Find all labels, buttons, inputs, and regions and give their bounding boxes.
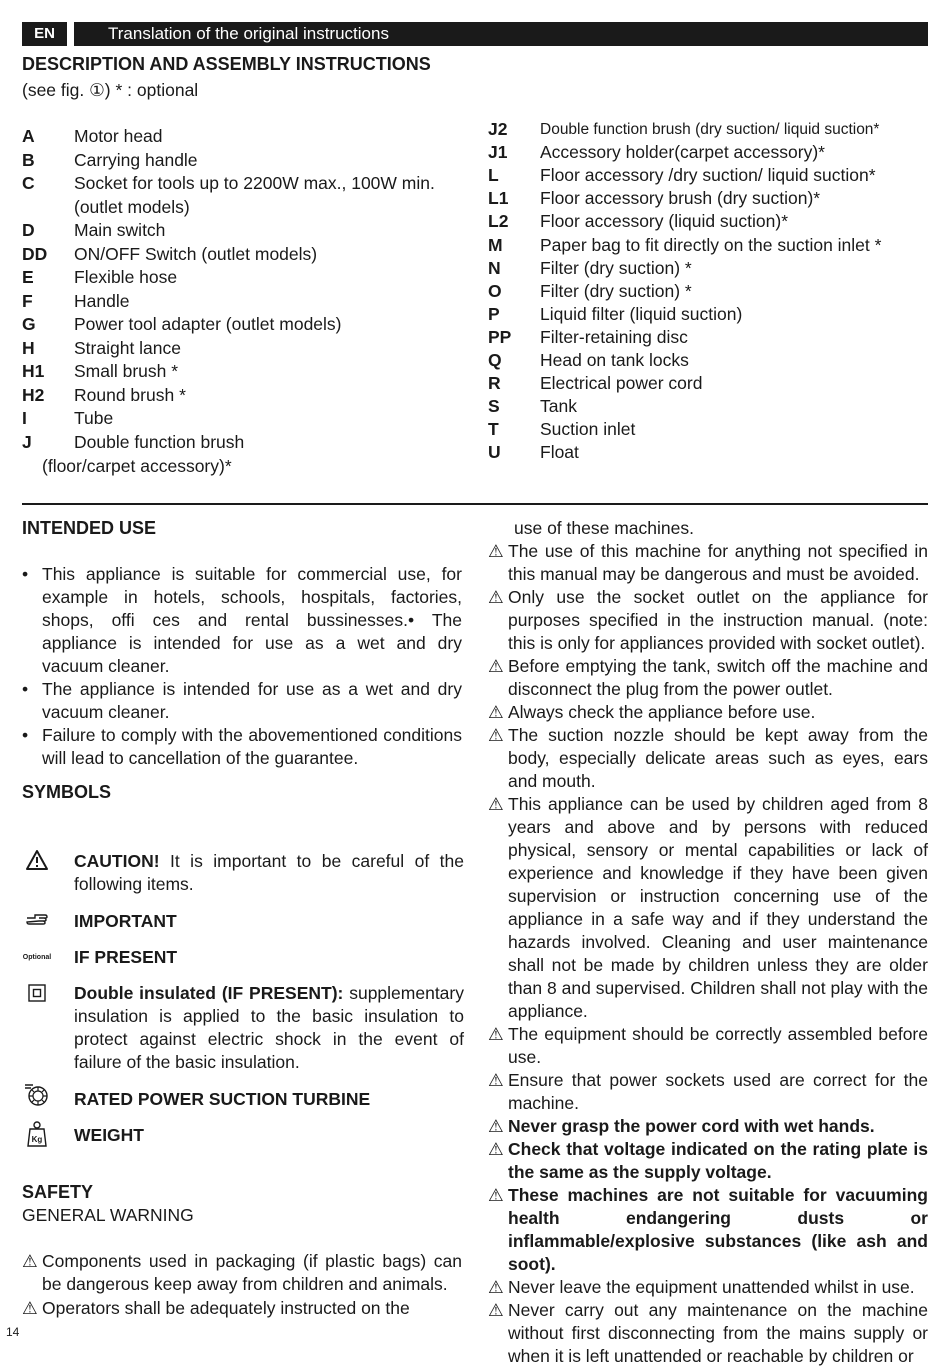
component-key: H1 xyxy=(22,361,45,381)
warning-triangle-icon: ⚠ xyxy=(22,1298,38,1318)
component-desc: Small brush * xyxy=(74,361,179,381)
component-key: D xyxy=(22,220,35,240)
warning-triangle-icon: ⚠ xyxy=(488,702,504,722)
component-key: L xyxy=(488,165,499,186)
safety-title: SAFETY xyxy=(22,1182,94,1202)
component-desc: Filter-retaining disc xyxy=(540,326,688,347)
component-desc: Tank xyxy=(540,396,577,417)
safety-warning: ⚠ Never leave the equipment unattended whilst in use. xyxy=(488,1277,915,1297)
component-desc: Floor accessory /dry suction/ liquid suction* xyxy=(540,165,876,186)
component-key: L2 xyxy=(488,211,509,232)
list-item: • This appliance is suitable for commercial use, for example in hotels, schools, hospitals, factories, shops, offi ces and rental bussinesses.• The appliance is intended for use as a wet and dry vacuum cleaner. xyxy=(22,563,462,678)
section-divider xyxy=(22,503,928,505)
double-insulation-icon xyxy=(22,984,52,1008)
component-key: U xyxy=(488,442,501,463)
safety-warnings-right xyxy=(488,540,928,1368)
component-desc: Handle xyxy=(74,290,130,311)
description-title: DESCRIPTION AND ASSEMBLY INSTRUCTIONS xyxy=(22,54,431,74)
intended-use-title: INTENDED USE xyxy=(22,518,157,538)
page-number: 14 xyxy=(6,1325,20,1339)
component-key: PP xyxy=(488,326,512,347)
double-insulated-label: Double insulated (IF PRESENT): xyxy=(74,983,344,1003)
component-desc: Accessory holder(carpet accessory)* xyxy=(540,142,825,163)
component-key: I xyxy=(22,408,27,428)
component-list-right xyxy=(488,118,928,468)
safety-subtitle: GENERAL WARNING xyxy=(22,1205,194,1225)
symbols-title: SYMBOLS xyxy=(22,782,112,802)
safety-continuation: use of these machines. xyxy=(514,518,694,538)
caution-symbol-text xyxy=(74,850,464,896)
component-desc: Power tool adapter (outlet models) xyxy=(74,314,342,334)
header-title: Translation of the original instructions xyxy=(74,22,928,46)
component-desc: ON/OFF Switch (outlet models) xyxy=(74,243,318,264)
component-desc: Socket for tools up to 2200W max., 100W min. xyxy=(74,173,435,193)
warning-triangle-icon: ⚠ xyxy=(488,587,504,607)
component-key: G xyxy=(22,314,36,334)
component-desc: Paper bag to fit directly on the suction inlet * xyxy=(540,234,882,255)
safety-warning: ⚠ Never carry out any maintenance on the machine without first disconnecting from the mains supply or when it is left unattended or reachable by children or xyxy=(488,1300,928,1366)
component-desc: Filter (dry suction) * xyxy=(540,280,692,301)
component-desc: Main switch xyxy=(74,220,166,240)
pointing-hand-icon xyxy=(22,910,52,934)
warning-triangle-icon: ⚠ xyxy=(488,1070,504,1090)
double-insulated-desc: supplementary insulation is applied to the basic insulation to protect against electric shock in the event of failure of the basic insulation. xyxy=(74,983,464,1072)
component-key: H2 xyxy=(22,384,45,405)
component-key: F xyxy=(22,290,33,311)
safety-warning-left-1: ⚠ Operators shall be adequately instructed on the xyxy=(22,1298,410,1318)
component-desc: Straight lance xyxy=(74,337,182,358)
component-desc: Motor head xyxy=(74,126,163,146)
safety-warning: ⚠ The use of this machine for anything not specified in this manual may be dangerous and must be avoided. xyxy=(488,541,928,584)
component-desc: Flexible hose xyxy=(74,267,178,287)
warning-triangle-icon: ⚠ xyxy=(488,656,504,676)
component-key: DD xyxy=(22,243,48,264)
warning-triangle-icon xyxy=(22,849,52,877)
safety-warning: ⚠ Never grasp the power cord with wet hands. xyxy=(488,1116,875,1136)
description-subtitle: (see fig. ①) * : optional xyxy=(22,80,199,100)
component-desc: Float xyxy=(540,442,579,463)
safety-warning: ⚠ These machines are not suitable for vacuuming health endangering dusts or inflammable/explosive substances (like ash and soot). xyxy=(488,1185,928,1274)
weight-label: WEIGHT xyxy=(74,1125,144,1145)
safety-warning-left-0: ⚠ Components used in packaging (if plastic bags) can be dangerous keep away from children and animals. xyxy=(22,1251,462,1294)
component-key: C xyxy=(22,173,35,193)
warning-triangle-icon: ⚠ xyxy=(488,1300,504,1320)
component-key: B xyxy=(22,149,35,170)
double-insulated-text xyxy=(74,982,464,1074)
component-desc: Double function brush (dry suction/ liquid suction* xyxy=(540,121,880,138)
list-item: • The appliance is intended for use as a wet and dry vacuum cleaner. xyxy=(22,678,462,724)
component-desc: Carrying handle xyxy=(74,149,198,170)
optional-icon: Optional xyxy=(22,954,52,961)
component-desc: Filter (dry suction) * xyxy=(540,257,692,278)
component-key: N xyxy=(488,257,501,278)
turbine-label: RATED POWER SUCTION TURBINE xyxy=(74,1089,371,1109)
safety-warning: ⚠ Check that voltage indicated on the rating plate is the same as the supply voltage. xyxy=(488,1139,928,1182)
component-key: O xyxy=(488,280,502,301)
component-key: H xyxy=(22,337,35,358)
language-badge: EN xyxy=(22,22,67,46)
component-key: A xyxy=(22,126,35,146)
warning-triangle-icon: ⚠ xyxy=(488,1139,504,1159)
component-desc: Liquid filter (liquid suction) xyxy=(540,303,743,324)
warning-triangle-icon: ⚠ xyxy=(488,1024,504,1044)
caution-text: It is important to be careful of the following items. xyxy=(74,851,464,894)
intended-use-list xyxy=(22,563,462,770)
warning-triangle-icon: ⚠ xyxy=(488,1277,504,1297)
component-desc: (outlet models) xyxy=(74,196,190,217)
warning-triangle-icon: ⚠ xyxy=(488,794,504,814)
important-label: IMPORTANT xyxy=(74,911,177,931)
component-key: E xyxy=(22,267,34,287)
weight-icon xyxy=(22,1120,52,1154)
warning-triangle-icon: ⚠ xyxy=(488,1185,504,1205)
component-key: M xyxy=(488,234,503,255)
component-key: J1 xyxy=(488,142,508,163)
warning-triangle-icon: ⚠ xyxy=(22,1251,38,1271)
turbine-icon xyxy=(22,1082,52,1114)
component-key: P xyxy=(488,303,500,324)
safety-warning: ⚠ Before emptying the tank, switch off the machine and disconnect the plug from the power outlet. xyxy=(488,656,928,699)
component-key: S xyxy=(488,396,500,417)
safety-warning: ⚠ Ensure that power sockets used are correct for the machine. xyxy=(488,1070,928,1113)
component-desc: Floor accessory brush (dry suction)* xyxy=(540,188,821,209)
component-key: J2 xyxy=(488,119,508,139)
if-present-label: IF PRESENT xyxy=(74,947,178,967)
component-key: J xyxy=(22,431,32,452)
component-desc: Round brush * xyxy=(74,384,186,405)
component-key: Q xyxy=(488,350,502,370)
warning-triangle-icon: ⚠ xyxy=(488,541,504,561)
component-j-continuation: (floor/carpet accessory)* xyxy=(42,456,232,476)
caution-label: CAUTION! xyxy=(74,851,160,871)
weight-icon-text: Kg xyxy=(31,1135,43,1144)
component-desc: Tube xyxy=(74,408,114,428)
component-key: T xyxy=(488,419,499,440)
warning-triangle-icon: ⚠ xyxy=(488,1116,504,1136)
component-list-left xyxy=(22,125,472,455)
safety-warning: ⚠ The equipment should be correctly assembled before use. xyxy=(488,1024,928,1067)
component-key: L1 xyxy=(488,188,509,209)
safety-warning: ⚠ This appliance can be used by children aged from 8 years and above and by persons with reduced physical, sensory or mental capabilities or lack of experience and knowledge if they have been given supervision or instruction concerning use of the appliance in a safe way and if they understand the hazards involved. Cleaning and user maintenance shall not be made by children unless they are older than 8 and supervised. Children shall not play with the appliance. xyxy=(488,794,928,1021)
warning-triangle-icon: ⚠ xyxy=(488,725,504,745)
safety-warning: ⚠ Always check the appliance before use. xyxy=(488,702,816,722)
safety-warning: ⚠ Only use the socket outlet on the appliance for purposes specified in the instruction manual. (note: this is only for appliances provided with socket outlet). xyxy=(488,587,928,653)
component-desc: Floor accessory (liquid suction)* xyxy=(540,211,789,232)
safety-warning: ⚠ The suction nozzle should be kept away from the body, especially delicate areas such as eyes, ears and mouth. xyxy=(488,725,928,791)
component-desc: Head on tank locks xyxy=(540,350,689,370)
component-desc: Electrical power cord xyxy=(540,373,703,394)
component-key: R xyxy=(488,373,501,394)
component-desc: Double function brush xyxy=(74,431,245,452)
component-desc: Suction inlet xyxy=(540,419,636,440)
list-item: • Failure to comply with the abovementioned conditions will lead to cancellation of the guarantee. xyxy=(22,724,462,770)
